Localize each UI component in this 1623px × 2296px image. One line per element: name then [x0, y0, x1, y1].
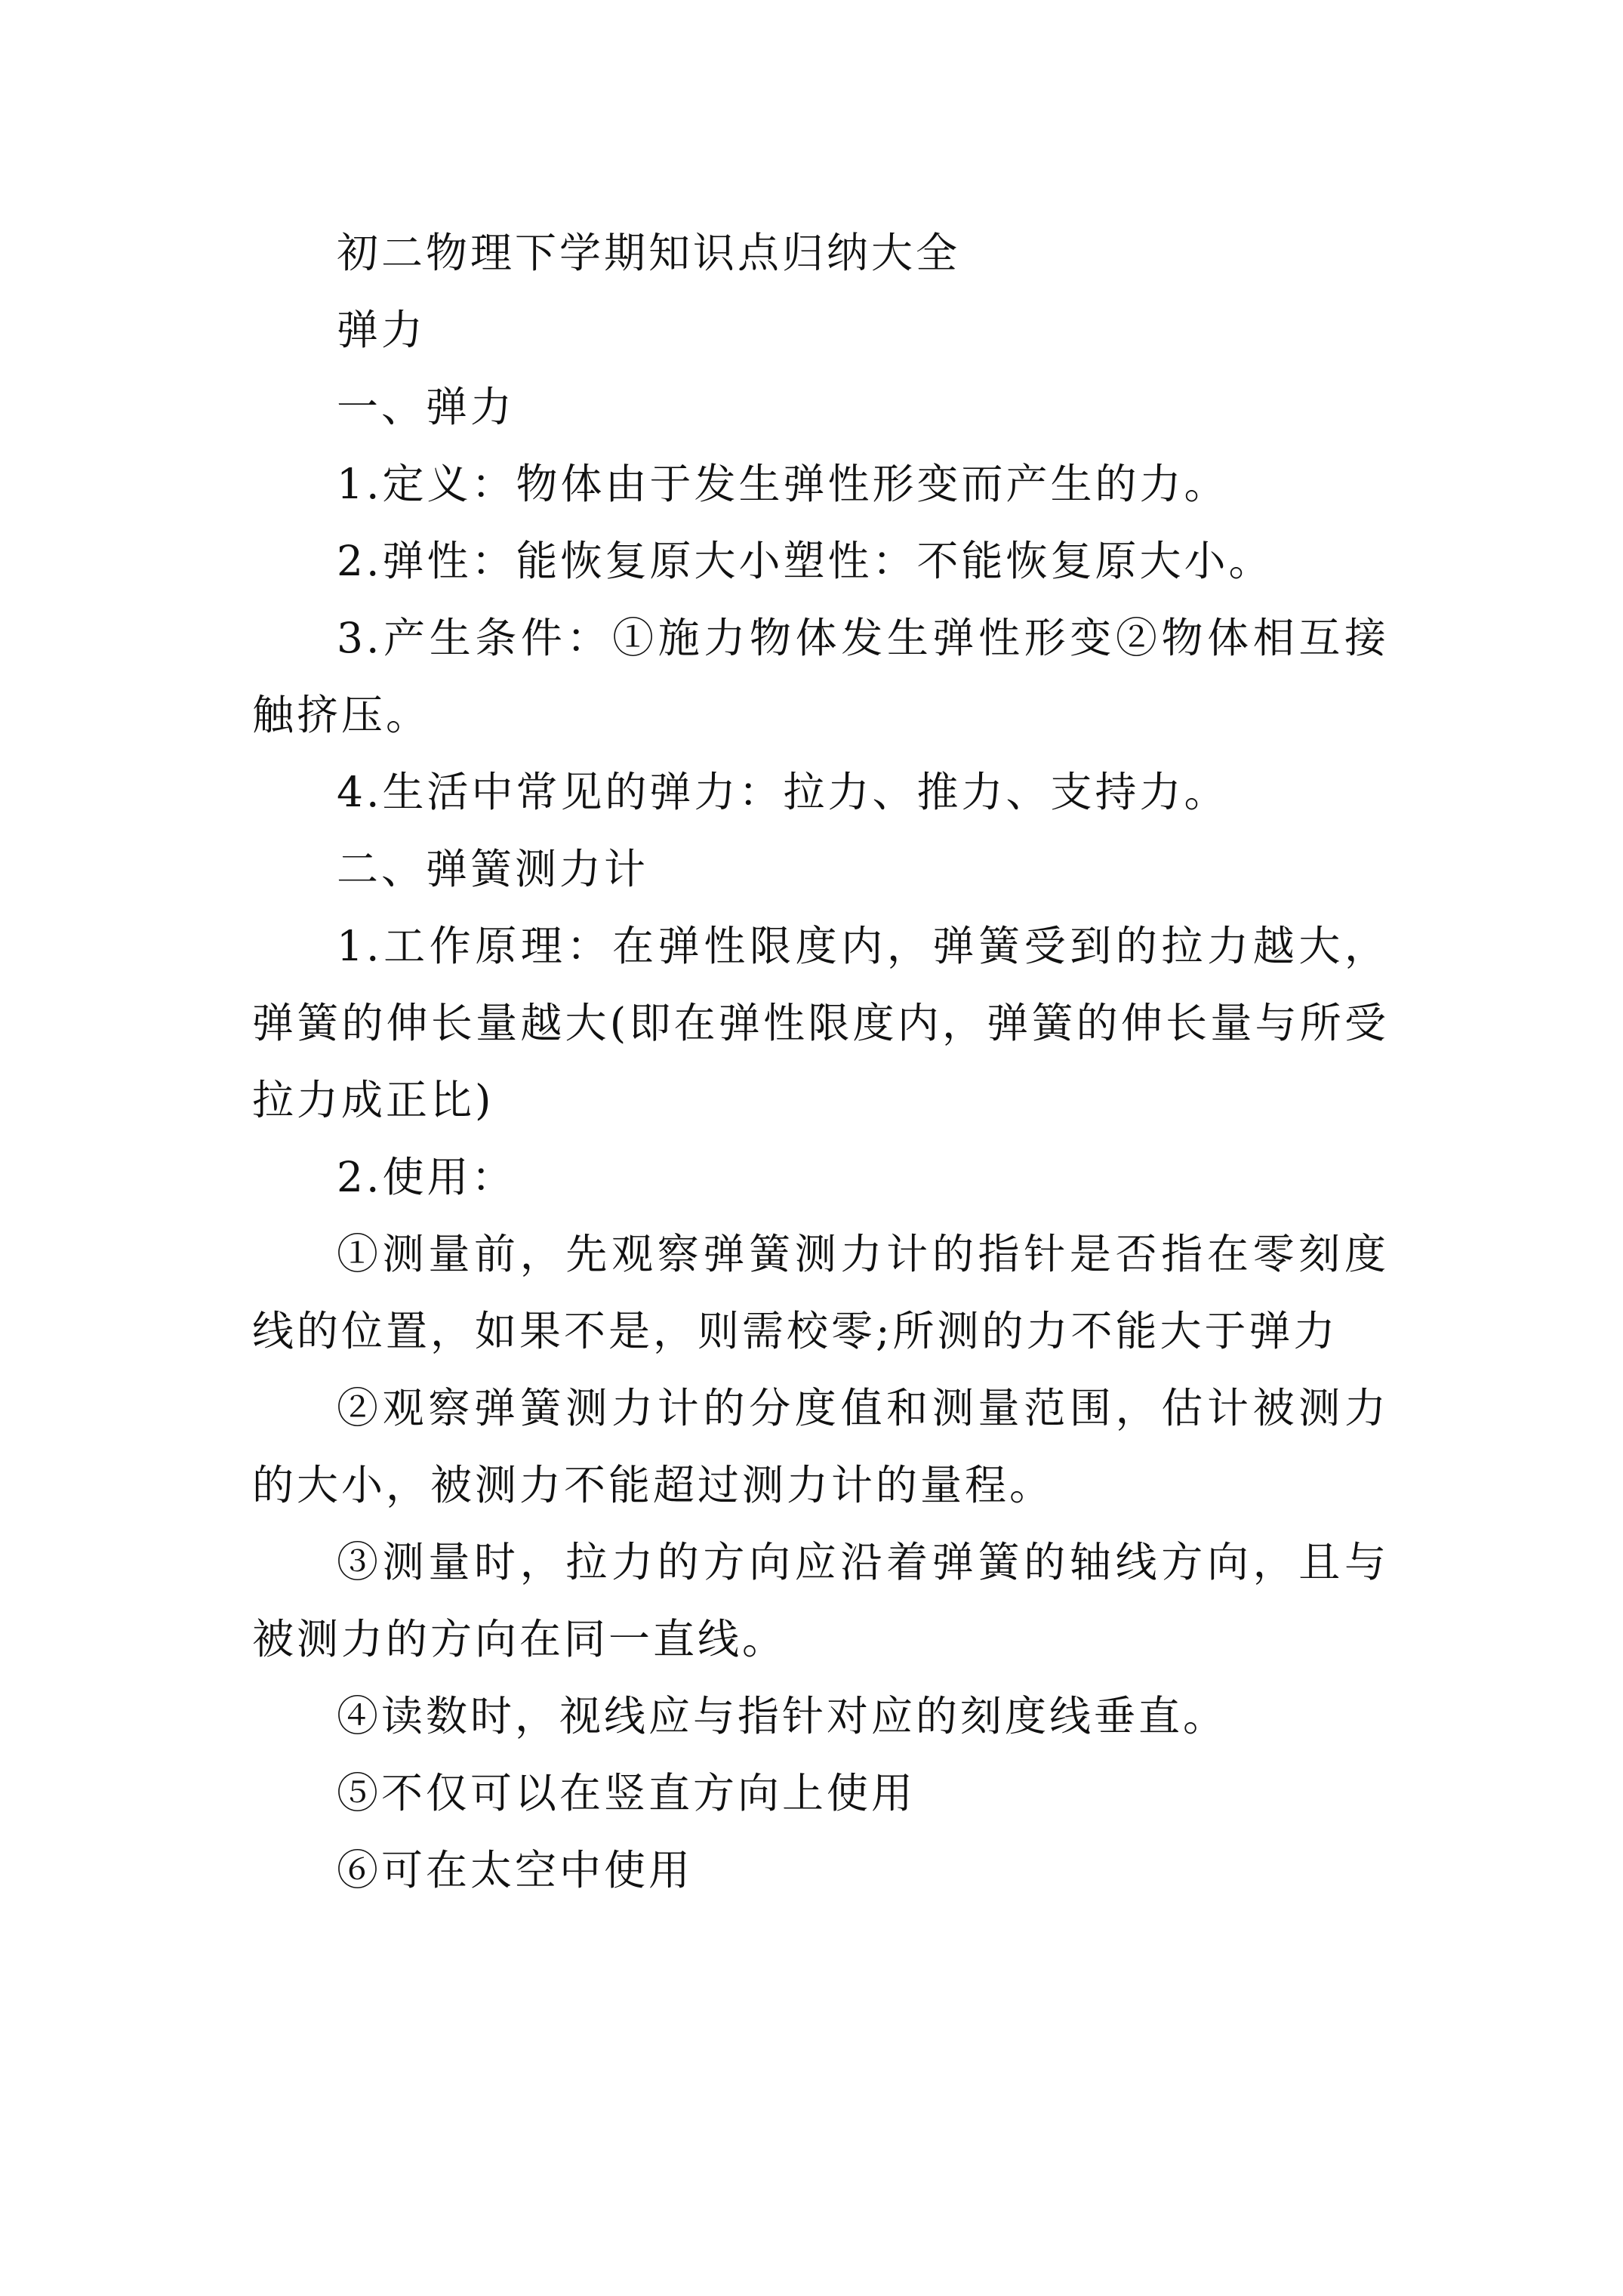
paragraph-common-forces: 4.生活中常见的弹力：拉力、推力、支持力。	[337, 768, 1229, 816]
subheading-elastic-force: 一、弹力	[337, 383, 516, 431]
list-item-4: ④读数时，视线应与指针对应的刻度线垂直。	[337, 1692, 1228, 1740]
paragraph-usage: 2.使用：	[337, 1153, 516, 1201]
document-title: 初二物理下学期知识点归纳大全	[337, 229, 961, 277]
list-item-6: ⑥可在太空中使用	[337, 1846, 694, 1894]
paragraph-elasticity-plasticity: 2.弹性：能恢复原大小塑性：不能恢复原大小。	[337, 537, 1273, 585]
document-body	[252, 214, 1389, 1909]
section-heading-elasticity: 弹力	[337, 306, 427, 354]
subheading-spring-scale: 二、弹簧测力计	[337, 845, 649, 893]
paragraph-working-principle: 1.工作原理：在弹性限度内，弹簧受到的拉力越大，弹簧的伸长量越大(即在弹性限度内，弹簧的伸长量与所受拉力成正比)	[252, 922, 1389, 1124]
list-item-5: ⑤不仅可以在竖直方向上使用	[337, 1769, 916, 1817]
paragraph-conditions: 3.产生条件：①施力物体发生弹性形变②物体相互接触挤压。	[252, 614, 1389, 739]
list-item-2: ②观察弹簧测力计的分度值和测量范围，估计被测力的大小，被测力不能超过测力计的量程。	[252, 1384, 1389, 1509]
paragraph-definition: 1.定义：物体由于发生弹性形变而产生的力。	[337, 460, 1229, 508]
list-item-1: ①测量前，先观察弹簧测力计的指针是否指在零刻度线的位置，如果不是，则需校零;所测的力不能大于弹力	[252, 1230, 1389, 1355]
list-item-3: ③测量时，拉力的方向应沿着弹簧的轴线方向，且与被测力的方向在同一直线。	[252, 1538, 1389, 1663]
